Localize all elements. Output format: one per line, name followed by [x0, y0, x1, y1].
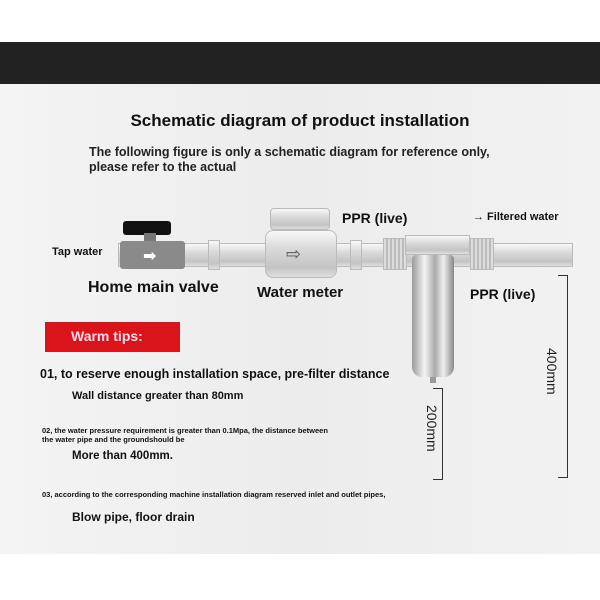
- tip-2-detail: More than 400mm.: [72, 450, 173, 462]
- top-band: [0, 42, 600, 84]
- tip-3-detail: Blow pipe, floor drain: [72, 510, 195, 524]
- filter-head: [405, 235, 470, 255]
- pipe-fitting: [208, 240, 220, 270]
- dim-400-label: 400mm: [544, 348, 560, 395]
- dim-200-label: 200mm: [424, 405, 440, 452]
- flow-arrow-icon: ➡: [143, 248, 157, 265]
- tip-1-detail: Wall distance greater than 80mm: [72, 390, 244, 402]
- ppr-live-top-label: PPR (live): [342, 210, 408, 226]
- drain-outlet: [430, 377, 436, 383]
- tip-1: 01, to reserve enough installation space, pre-filter distance: [40, 367, 390, 381]
- main-pipe: [118, 243, 573, 267]
- filtered-water-label: → Filtered water: [473, 211, 559, 223]
- tip-2-line-1: 02, the water pressure requirement is greater than 0.1Mpa, the distance between: [42, 426, 328, 435]
- meter-arrow-icon: ⇨: [286, 244, 302, 264]
- tip-3: 03, according to the corresponding machine installation diagram reserved inlet and outlet pipes,: [42, 490, 386, 499]
- ppr-fitting-inlet: [383, 238, 407, 270]
- ppr-live-bottom-label: PPR (live): [470, 286, 536, 302]
- warm-tips-header: Warm tips:: [45, 322, 180, 352]
- page-title: Schematic diagram of product installation: [130, 111, 470, 130]
- subtitle-line-1: The following figure is only a schematic diagram for reference only,: [89, 145, 490, 159]
- ppr-fitting-outlet: [470, 238, 494, 270]
- meter-dial: [270, 208, 330, 230]
- tip-2-line-2: the water pipe and the groundshould be: [42, 435, 185, 444]
- subtitle-line-2: please refer to the actual: [89, 160, 237, 174]
- home-main-valve-label: Home main valve: [88, 279, 219, 296]
- valve-stem: [144, 233, 156, 241]
- tap-water-label: Tap water: [52, 246, 103, 258]
- water-meter-label: Water meter: [257, 284, 344, 301]
- filter-housing: [412, 255, 454, 377]
- pipe-fitting: [350, 240, 362, 270]
